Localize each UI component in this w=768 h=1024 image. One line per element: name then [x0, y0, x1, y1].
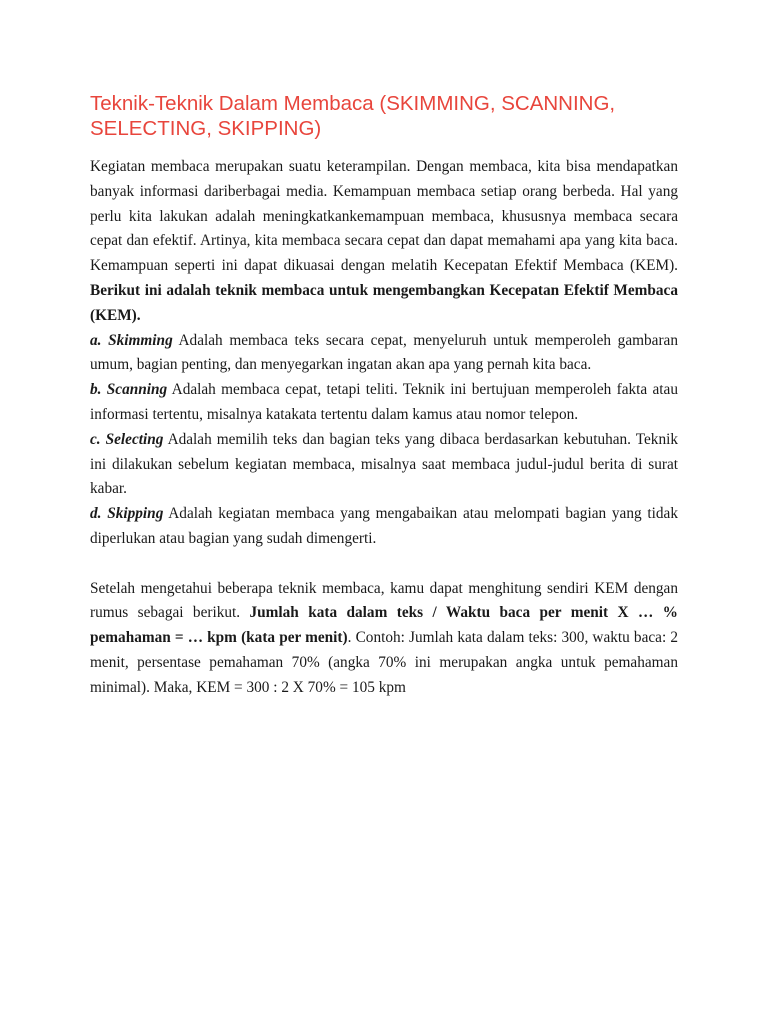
technique-text: Adalah membaca teks secara cepat, menyeluruh untuk memperoleh gambaran umum, bagian penting, dan menyegarkan ingatan akan apa yang pernah kita baca. [90, 331, 678, 374]
technique-item-skipping [90, 505, 678, 547]
kem-paragraph [90, 577, 678, 701]
technique-label: b. Scanning [90, 381, 168, 399]
technique-text: Adalah membaca cepat, tetapi teliti. Teknik ini bertujuan memperoleh fakta atau informasi tertentu, misalnya katakata tertentu dalam kamus atau nomor telepon. [90, 381, 678, 423]
document-title: Teknik-Teknik Dalam Membaca (SKIMMING, SCANNING, SELECTING, SKIPPING) [90, 92, 616, 140]
technique-item-scanning [90, 381, 678, 423]
kem-example-text: . Contoh: Jumlah kata dalam teks: 300, waktu baca: 2 menit, persentase pemahaman 70% (angka 70% ini merupakan angka untuk pemahaman minimal). Maka, KEM = 300 : 2 X 70% = 105 kpm [90, 629, 678, 696]
technique-label: c. Selecting [90, 430, 164, 448]
intro-paragraph [90, 155, 678, 552]
technique-label: a. Skimming [90, 331, 173, 349]
kem-intro-text: Setelah mengetahui beberapa teknik membaca, kamu dapat menghitung sendiri KEM dengan rumus sebagai berikut. [90, 579, 678, 622]
lead-bold-text: Berikut ini adalah teknik membaca untuk mengembangkan Kecepatan Efektif Membaca (KEM). [90, 281, 678, 324]
technique-label: d. Skipping [90, 505, 164, 523]
technique-item-selecting [90, 431, 678, 498]
technique-text: Adalah memilih teks dan bagian teks yang dibaca berdasarkan kebutuhan. Teknik ini dilakukan sebelum kegiatan membaca, misalnya saat membaca judul-judul berita di surat kabar. [90, 430, 678, 498]
intro-text: Kegiatan membaca merupakan suatu keterampilan. Dengan membaca, kita bisa mendapatkan banyak informasi dariberbagai media. Kemampuan membaca setiap orang berbeda. Hal yang perlu kita lakukan adalah meningkatkankemampuan membaca, khususnya membaca secara cepat dan efektif. Artinya, kita membaca secara cepat dan dapat memahami apa yang kita baca. Kemampuan seperti ini dapat dikuasai dengan melatih Kecepatan Efektif Membaca (KEM). [90, 158, 678, 275]
paragraph-gap [90, 552, 678, 577]
technique-text: Adalah kegiatan membaca yang mengabaikan atau melompati bagian yang tidak diperlukan atau bagian yang sudah dimengerti. [90, 505, 678, 547]
kem-formula: Jumlah kata dalam teks / Waktu baca per menit X … % pemahaman = … kpm (kata per menit) [90, 604, 678, 647]
document-page [90, 91, 678, 701]
technique-item-skimming [90, 332, 678, 374]
